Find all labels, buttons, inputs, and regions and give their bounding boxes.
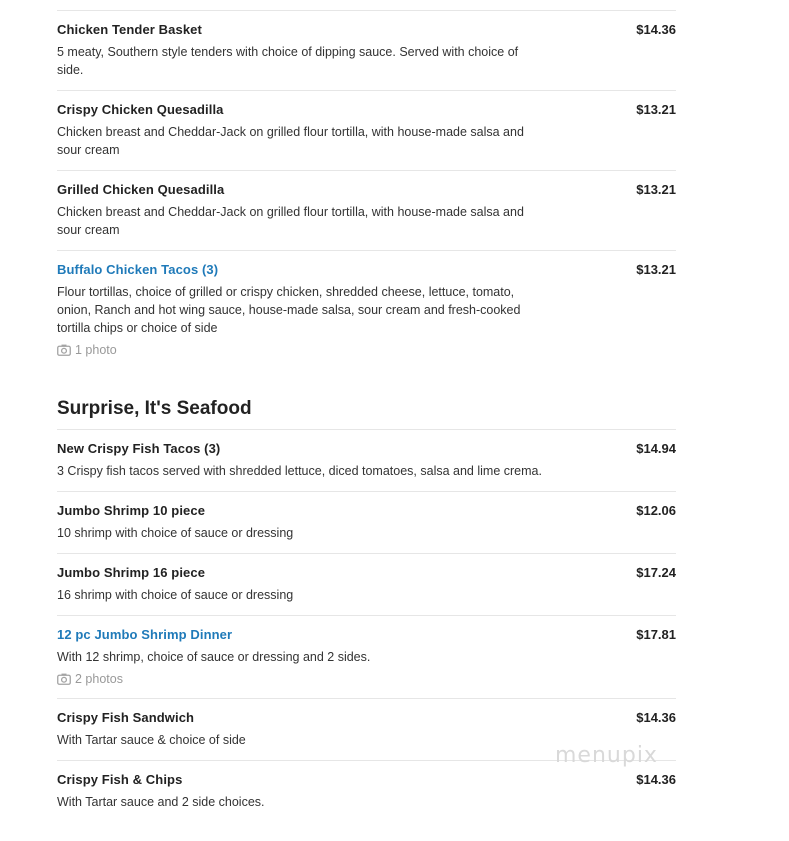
item-price: $13.21	[636, 182, 676, 197]
item-name: Grilled Chicken Quesadilla	[57, 182, 225, 197]
item-description: With Tartar sauce and 2 side choices.	[57, 795, 265, 809]
item-price: $17.24	[636, 565, 676, 580]
item-description: With 12 shrimp, choice of sauce or dressing and 2 sides.	[57, 650, 371, 664]
photos-link[interactable]	[57, 671, 676, 687]
item-price: $14.94	[636, 441, 676, 456]
item-description: With Tartar sauce & choice of side	[57, 733, 246, 747]
photos-count: 1 photo	[75, 343, 117, 357]
item-name: Jumbo Shrimp 16 piece	[57, 565, 206, 580]
item-name: Chicken Tender Basket	[57, 22, 202, 37]
camera-icon	[57, 673, 71, 685]
menu-item	[57, 615, 676, 698]
item-price: $14.36	[636, 772, 676, 787]
photos-count: 2 photos	[75, 672, 123, 686]
item-price: $14.36	[636, 710, 676, 725]
menu-item	[57, 250, 676, 369]
item-name-link[interactable]: Buffalo Chicken Tacos (3)	[57, 262, 219, 277]
menu-section-chicken	[57, 10, 676, 369]
camera-icon	[57, 344, 71, 356]
menu-item	[57, 553, 676, 615]
item-price: $14.36	[636, 22, 676, 37]
item-description: Flour tortillas, choice of grilled or crispy chicken, shredded cheese, lettuce, tomato, onion, Ranch and hot wing sauce, house-made salsa, sour cream and fresh-cooked tortilla chips or choice of side	[57, 285, 521, 335]
item-price: $13.21	[636, 262, 676, 277]
item-description: 16 shrimp with choice of sauce or dressing	[57, 588, 294, 602]
item-description: 3 Crispy fish tacos served with shredded lettuce, diced tomatoes, salsa and lime crema.	[57, 464, 542, 478]
section-title: Surprise, It's Seafood	[57, 398, 252, 419]
item-description: 5 meaty, Southern style tenders with choice of dipping sauce. Served with choice of side.	[57, 45, 519, 77]
item-price: $17.81	[636, 627, 676, 642]
menu-list	[57, 10, 676, 822]
item-name: Jumbo Shrimp 10 piece	[57, 503, 206, 518]
item-name: New Crispy Fish Tacos (3)	[57, 441, 221, 456]
item-name: Crispy Fish & Chips	[57, 772, 183, 787]
item-price: $12.06	[636, 503, 676, 518]
menu-item	[57, 170, 676, 250]
menu-item	[57, 760, 676, 822]
item-name: Crispy Fish Sandwich	[57, 710, 195, 725]
item-description: 10 shrimp with choice of sauce or dressing	[57, 526, 294, 540]
menu-item	[57, 90, 676, 170]
item-name: Crispy Chicken Quesadilla	[57, 102, 224, 117]
item-description: Chicken breast and Cheddar-Jack on grilled flour tortilla, with house-made salsa and sour cream	[57, 125, 524, 157]
item-description: Chicken breast and Cheddar-Jack on grilled flour tortilla, with house-made salsa and sour cream	[57, 205, 524, 237]
item-name-link[interactable]: 12 pc Jumbo Shrimp Dinner	[57, 627, 233, 642]
menu-item	[57, 429, 676, 491]
item-price: $13.21	[636, 102, 676, 117]
watermark-logo: menupix	[555, 743, 658, 768]
photos-link[interactable]	[57, 342, 676, 358]
menu-item	[57, 491, 676, 553]
menu-item	[57, 10, 676, 90]
